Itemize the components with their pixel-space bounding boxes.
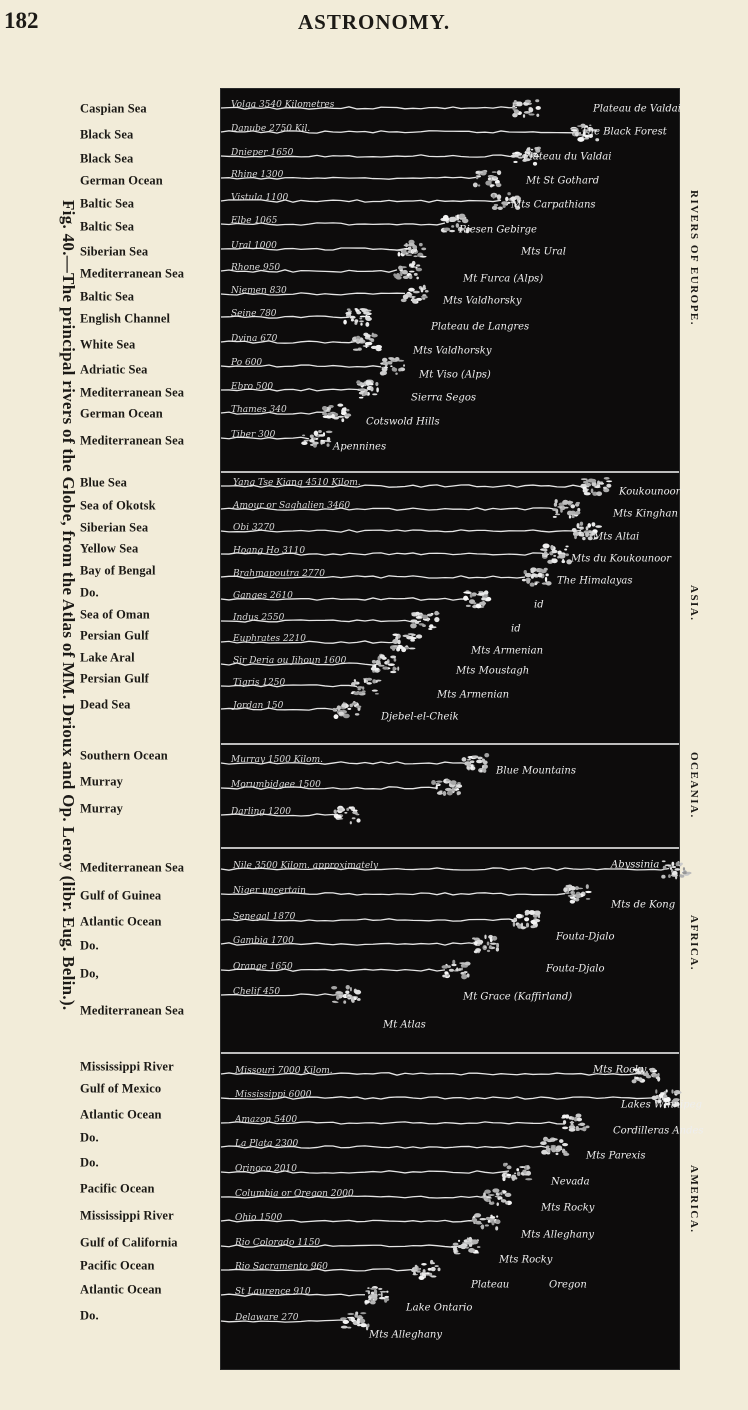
river-label: Morumbidgee 1500 xyxy=(231,780,321,790)
sea-label: Do. xyxy=(80,1308,99,1323)
sea-label: Murray xyxy=(80,774,123,789)
river-label: Yang Tse Kiang 4510 Kilom. xyxy=(233,478,361,488)
mountain-relief xyxy=(390,633,422,652)
mountain-label: The Black Forest xyxy=(581,126,667,138)
mountain-relief xyxy=(410,611,439,630)
mountain-label: Mt St Gothard xyxy=(526,175,600,187)
mountain-relief xyxy=(451,1237,481,1255)
river-label: Ohio 1500 xyxy=(235,1213,283,1223)
mountain-label: Apennines xyxy=(333,441,387,453)
mountain-label: Nevada xyxy=(551,1176,590,1188)
mountain-relief xyxy=(472,1213,501,1230)
mountain-label: id xyxy=(511,623,521,635)
mountain-label: Mt Atlas xyxy=(383,1019,426,1031)
river-label: Rhone 950 xyxy=(231,263,281,273)
mountain-relief xyxy=(442,960,471,980)
sea-label: Bay of Bengal xyxy=(80,563,156,578)
mountain-label: Mts Rocky xyxy=(541,1202,595,1214)
sea-label: Blue Sea xyxy=(80,475,127,490)
sea-label: Persian Gulf xyxy=(80,671,149,686)
river-label: Sir Deria ou Jihoun 1600 xyxy=(233,656,347,666)
oceania-label: OCEANIA. xyxy=(688,752,700,819)
mountain-relief xyxy=(473,170,502,188)
river-label: Mississippi 6000 xyxy=(235,1090,312,1100)
mountain-relief xyxy=(661,860,691,879)
river-label: Euphrates 2210 xyxy=(233,634,306,644)
mountain-relief xyxy=(552,499,580,518)
mountain-relief xyxy=(540,544,572,565)
sea-label: Yellow Sea xyxy=(80,541,139,556)
river-label: Jordan 150 xyxy=(233,701,284,711)
river-label: Delaware 270 xyxy=(235,1313,299,1323)
mountain-label: Mts Armenian xyxy=(437,689,510,701)
mountain-relief xyxy=(401,285,429,304)
mountain-label: Mts du Koukounoor xyxy=(571,553,672,565)
mountain-relief xyxy=(522,567,552,586)
river-label: Ganges 2610 xyxy=(233,591,293,601)
river-label: Columbia or Oregon 2000 xyxy=(235,1189,354,1199)
mountain-relief xyxy=(356,380,379,399)
sea-label: Black Sea xyxy=(80,151,134,166)
river-label: Ebro 500 xyxy=(231,382,274,392)
sea-label: Mediterranean Sea xyxy=(80,266,185,281)
river-label: Orange 1650 xyxy=(233,962,293,972)
sea-label: German Ocean xyxy=(80,406,163,421)
river-label: Dvina 670 xyxy=(231,334,278,344)
mountain-relief xyxy=(393,261,422,280)
sea-label: Pacific Ocean xyxy=(80,1181,155,1196)
sea-label: Southern Ocean xyxy=(80,748,168,763)
sea-label: Mediterranean Sea xyxy=(80,860,185,875)
river-label: Vistula 1100 xyxy=(231,193,289,203)
river-label: Nile 3500 Kilom. approximately xyxy=(233,861,379,871)
river-label: Tiber 300 xyxy=(231,430,276,440)
mountain-label: Lake Ontario xyxy=(406,1302,473,1314)
mountain-label: Fouta-Djalo xyxy=(556,931,615,943)
sea-label: Mediterranean Sea xyxy=(80,433,185,448)
mountain-label: Plateau de Langres xyxy=(431,321,530,333)
river-label: Hoang Ho 3110 xyxy=(233,546,306,556)
mountain-label: Oregon xyxy=(549,1279,587,1291)
sea-label: Do. xyxy=(80,1155,99,1170)
rivers-drawing xyxy=(221,89,679,1369)
mountain-relief xyxy=(580,477,612,496)
mountain-label: Mts Armenian xyxy=(471,645,544,657)
mountain-label: Mt Viso (Alps) xyxy=(419,369,491,381)
africa-label: AFRICA. xyxy=(688,915,700,972)
sea-label: Atlantic Ocean xyxy=(80,1107,162,1122)
sea-label: Sea of Oman xyxy=(80,607,150,622)
mountain-label: Mts Rocky xyxy=(593,1064,647,1076)
sea-label: English Channel xyxy=(80,311,171,326)
sea-label: Do. xyxy=(80,938,99,953)
sea-label: Mediterranean Sea xyxy=(80,385,185,400)
river-label: Niger uncertain xyxy=(233,886,306,896)
mountain-relief xyxy=(462,753,490,773)
mountain-label: Mts Alleghany xyxy=(521,1229,594,1241)
river-label: Chelif 450 xyxy=(233,987,281,997)
mountain-label: Mts Rocky xyxy=(499,1254,553,1266)
sea-label: Do, xyxy=(80,966,99,981)
river-label: Rhine 1300 xyxy=(231,170,284,180)
mountain-relief xyxy=(472,935,499,954)
sea-label: Atlantic Ocean xyxy=(80,1282,162,1297)
mountain-label: Sierra Segos xyxy=(411,392,476,404)
mountain-relief xyxy=(561,1114,589,1132)
sea-label: Adriatic Sea xyxy=(80,362,148,377)
river-label: St Laurence 910 xyxy=(235,1287,311,1297)
sea-label: Do. xyxy=(80,585,99,600)
mountain-relief xyxy=(371,654,399,673)
mountain-relief xyxy=(512,99,541,118)
mountain-label: Cordilleras Andes xyxy=(613,1125,704,1137)
mountain-label: Mts de Kong xyxy=(611,899,676,911)
mountain-label: Riesen Gebirge xyxy=(459,224,537,236)
running-title: ASTRONOMY. xyxy=(298,10,451,34)
river-label: Tigris 1250 xyxy=(233,678,286,688)
mountain-relief xyxy=(380,357,405,376)
mountain-relief xyxy=(431,779,462,796)
mountain-label: The Himalayas xyxy=(557,575,633,587)
mountain-label: Cotswold Hills xyxy=(366,416,440,428)
mountain-label: Plateau du Valdai xyxy=(523,151,612,163)
mountain-label: Lakes Winnipeg xyxy=(621,1099,702,1111)
mountain-label: Mt Furca (Alps) xyxy=(463,273,544,285)
mountain-label: Blue Mountains xyxy=(496,765,576,777)
mountain-relief xyxy=(364,1286,389,1305)
river-label: Po 600 xyxy=(231,358,263,368)
sea-label: Mississippi River xyxy=(80,1059,174,1074)
mountain-label: id xyxy=(534,599,544,611)
mountain-label: Abyssinia xyxy=(611,859,660,871)
mountain-relief xyxy=(411,1260,440,1280)
sea-label: Atlantic Ocean xyxy=(80,914,162,929)
river-label: Ural 1000 xyxy=(231,241,277,251)
river-label: Thames 340 xyxy=(231,405,287,415)
mountain-label: Djebel-el-Cheik xyxy=(381,711,459,723)
river-label: Volga 3540 Kilometres xyxy=(231,100,335,110)
sea-label: Dead Sea xyxy=(80,697,131,712)
river-label: Obi 3270 xyxy=(233,523,275,533)
river-label: Orinoco 2010 xyxy=(235,1164,297,1174)
river-label: Murray 1500 Kilom. xyxy=(231,755,323,765)
mountain-label: Mts Carpathians xyxy=(511,199,596,211)
river-label: Amazon 5400 xyxy=(235,1115,298,1125)
mountain-label: Mts Kinghan xyxy=(613,508,678,520)
river-label: Darling 1200 xyxy=(231,807,291,817)
sea-label: Sea of Okotsk xyxy=(80,498,156,513)
river-label: Niemen 830 xyxy=(231,286,287,296)
sea-label: Black Sea xyxy=(80,127,134,142)
river-label: Gambia 1700 xyxy=(233,936,294,946)
mountain-relief xyxy=(540,1137,569,1156)
mountain-relief xyxy=(395,240,426,258)
mountain-relief xyxy=(333,701,362,719)
sea-label: Gulf of Guinea xyxy=(80,888,162,903)
river-label: Indus 2550 xyxy=(233,613,285,623)
sea-label: Lake Aral xyxy=(80,650,135,665)
sea-label: Baltic Sea xyxy=(80,289,135,304)
river-label: Missouri 7000 Kilom. xyxy=(235,1066,333,1076)
river-label: Elbe 1065 xyxy=(231,216,278,226)
sea-label: Gulf of Mexico xyxy=(80,1081,162,1096)
sea-label: German Ocean xyxy=(80,173,163,188)
mountain-label: Mts Ural xyxy=(521,246,566,258)
sea-label: Gulf of California xyxy=(80,1235,178,1250)
river-label: Dnieper 1650 xyxy=(231,148,294,158)
sea-label: Siberian Sea xyxy=(80,520,149,535)
river-line xyxy=(221,530,581,532)
mountain-label: Plateau de Valdai xyxy=(593,103,681,115)
mountain-relief xyxy=(351,333,382,352)
mountain-label: Plateau xyxy=(471,1279,510,1291)
mountain-label: Mts Altai xyxy=(593,531,640,543)
mountain-relief xyxy=(502,1163,533,1181)
mountain-label: Mts Valdhorsky xyxy=(443,295,522,307)
rivers-of-europe-label: RIVERS OF EUROPE. xyxy=(688,190,700,327)
mountain-label: Mts Moustagh xyxy=(456,665,530,677)
mountain-relief xyxy=(463,590,491,608)
mountain-label: Koukounoor xyxy=(619,486,681,498)
asia-label: ASIA. xyxy=(688,585,700,622)
mountain-label: Mts Alleghany xyxy=(369,1329,442,1341)
mountain-relief xyxy=(563,884,591,903)
river-label: Rio Sacramento 960 xyxy=(235,1262,328,1272)
mountain-relief xyxy=(334,806,361,825)
sea-label: Do. xyxy=(80,1130,99,1145)
river-label: Danube 2750 Kil. xyxy=(231,124,311,134)
sea-label: Baltic Sea xyxy=(80,219,135,234)
page-number: 182 xyxy=(4,8,39,33)
mountain-relief xyxy=(511,910,540,929)
sea-label: Mediterranean Sea xyxy=(80,1003,185,1018)
sea-label: Baltic Sea xyxy=(80,196,135,211)
river-label: Amour or Saghalien 3460 xyxy=(233,501,351,511)
page-header xyxy=(0,8,748,40)
america-label: AMERICA. xyxy=(688,1165,700,1234)
figure-caption: Fig. 40.—The principal rivers of the Globe, from the Atlas of MM. Drioux and Op. Leroy (libr. Eug. Belin.). xyxy=(59,200,78,1011)
mountain-relief xyxy=(322,404,351,423)
river-label: Seine 780 xyxy=(231,309,277,319)
mountain-relief xyxy=(340,1312,369,1331)
sea-label: Siberian Sea xyxy=(80,244,149,259)
river-label: Senegal 1870 xyxy=(233,912,296,922)
mountain-label: Mts Parexis xyxy=(586,1150,646,1162)
sea-label: Pacific Ocean xyxy=(80,1258,155,1273)
sea-label: Mississippi River xyxy=(80,1208,174,1223)
sea-label: Persian Gulf xyxy=(80,628,149,643)
mountain-label: Mts Valdhorsky xyxy=(413,345,492,357)
sea-label: Murray xyxy=(80,801,123,816)
river-label: La Plata 2300 xyxy=(235,1139,299,1149)
mountain-label: Fouta-Djalo xyxy=(546,963,605,975)
mountain-label: Mt Grace (Kaffirland) xyxy=(463,991,573,1003)
mountain-relief xyxy=(481,1188,512,1206)
sea-label: White Sea xyxy=(80,337,136,352)
sea-label: Caspian Sea xyxy=(80,101,147,116)
river-label: Rio Colorado 1150 xyxy=(235,1238,321,1248)
river-label: Brahmapoutra 2770 xyxy=(233,569,326,579)
